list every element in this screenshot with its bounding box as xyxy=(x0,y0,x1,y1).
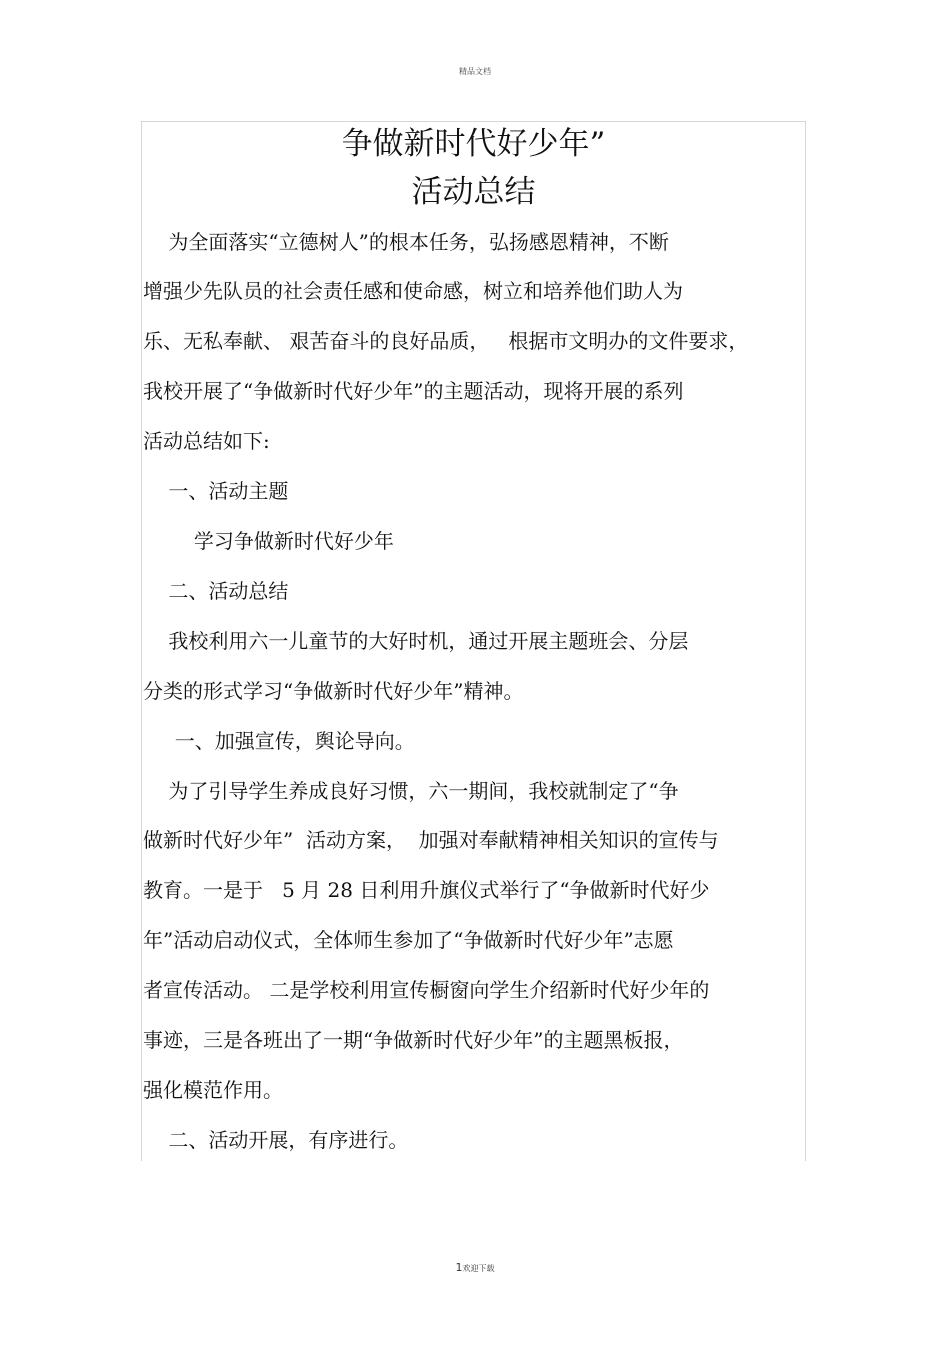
body-line: 事迹，三是各班出了一期“争做新时代好少年”的主题黑板报， xyxy=(143,1028,684,1052)
body-line: 强化模范作用。 xyxy=(143,1078,283,1102)
footer-text: 欢迎下载 xyxy=(462,1264,495,1273)
section-heading: 一、活动主题 xyxy=(143,479,289,503)
body-line: 我校开展了“争做新时代好少年”的主题活动，现将开展的系列 xyxy=(143,379,684,403)
section-content: 学习争做新时代好少年 xyxy=(143,529,394,553)
body-line: 者宣传活动。 二是学校利用宣传橱窗向学生介绍新时代好少年的 xyxy=(143,978,710,1002)
section-heading: 二、活动总结 xyxy=(143,579,289,603)
body-line: 做新时代好少年” 活动方案， 加强对奉献精神相关知识的宣传与 xyxy=(143,828,719,852)
subsection-heading: 二、活动开展，有序进行。 xyxy=(143,1128,409,1152)
body-line: 我校利用六一儿童节的大好时机，通过开展主题班会、分层 xyxy=(143,629,689,653)
body-line: 活动总结如下: xyxy=(143,429,270,453)
body-line: 增强少先队员的社会责任感和使命感，树立和培养他们助人为 xyxy=(143,279,683,303)
document-title-line-2: 活动总结 xyxy=(411,174,536,210)
body-line: 教育。一是于 5 月 28 日利用升旗仪式举行了“争做新时代好少 xyxy=(143,878,710,902)
subsection-heading: 一、加强宣传，舆论导向。 xyxy=(143,729,415,753)
body-line: 为了引导学生养成良好习惯，六一期间，我校就制定了“争 xyxy=(143,779,679,803)
body-line: 为全面落实“立德树人”的根本任务，弘扬感恩精神，不断 xyxy=(143,230,669,254)
body-line: 年”活动启动仪式，全体师生参加了“争做新时代好少年”志愿 xyxy=(143,928,674,952)
body-line: 乐、无私奉献、 艰苦奋斗的良好品质， 根据市文明办的文件要求， xyxy=(143,329,749,353)
document-title-line-1: 争做新时代好少年” xyxy=(341,126,606,162)
page-footer xyxy=(0,1261,950,1274)
page-number: 1 xyxy=(455,1261,463,1274)
body-line: 分类的形式学习“争做新时代好少年”精神。 xyxy=(143,679,524,703)
header-note: 精品文档 xyxy=(459,67,491,76)
